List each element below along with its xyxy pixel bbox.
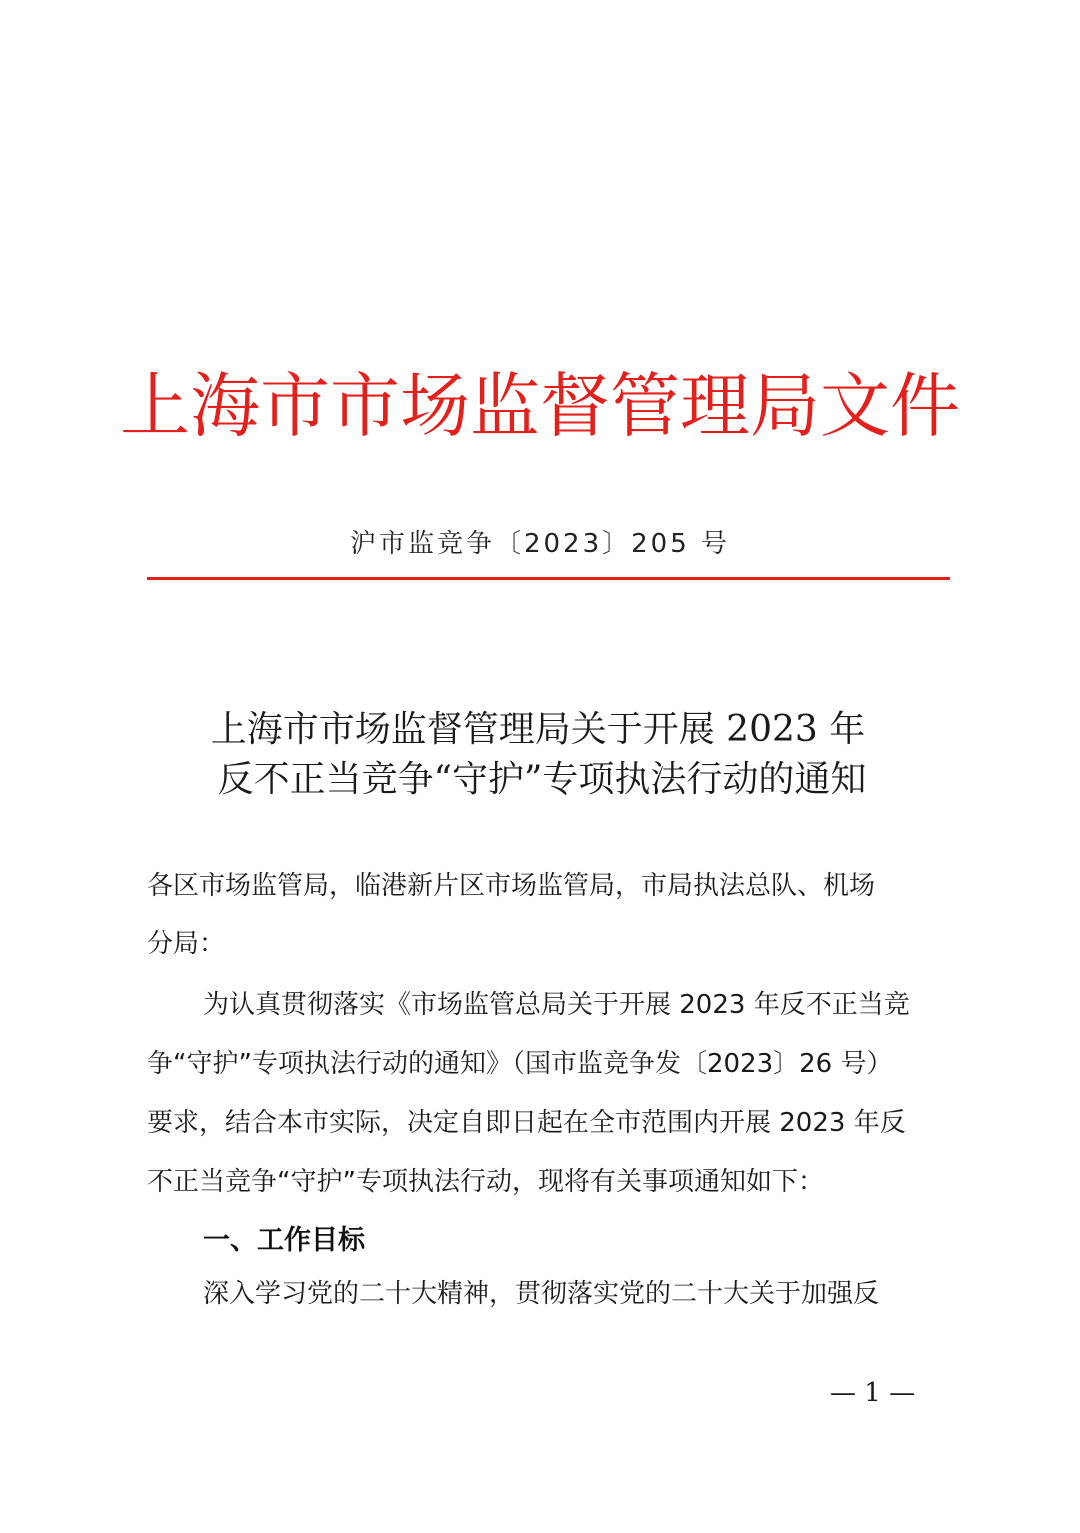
notice-title-line-2: 反不正当竞争“守护”专项执法行动的通知 [217,759,867,800]
document-header-title: 上海市市场监督管理局文件 [120,365,960,447]
paragraph-line: 为认真贯彻落实《市场监管总局关于开展 2023 年反不正当竞 [203,990,910,1020]
page-number: — 1 — [830,1378,916,1408]
addressee-line-2: 分局： [147,929,226,959]
section-heading-work-goals: 一、工作目标 [203,1225,365,1256]
paragraph-line: 不正当竞争“守护”专项执法行动，现将有关事项通知如下： [147,1167,824,1197]
notice-title-line-1: 上海市市场监督管理局关于开展 2023 年 [210,709,866,750]
paragraph-line: 争“守护”专项执法行动的通知》（国市监竞争发〔2023〕26 号） [147,1049,893,1079]
red-divider [147,577,950,580]
document-number: 沪市监竞争〔2023〕205 号 [349,529,731,559]
addressee-line-1: 各区市场监管局，临港新片区市场监管局，市局执法总队、机场 [147,871,876,901]
paragraph-line: 要求，结合本市实际，决定自即日起在全市范围内开展 2023 年反 [147,1108,906,1138]
paragraph-line: 深入学习党的二十大精神，贯彻落实党的二十大关于加强反 [203,1279,880,1309]
